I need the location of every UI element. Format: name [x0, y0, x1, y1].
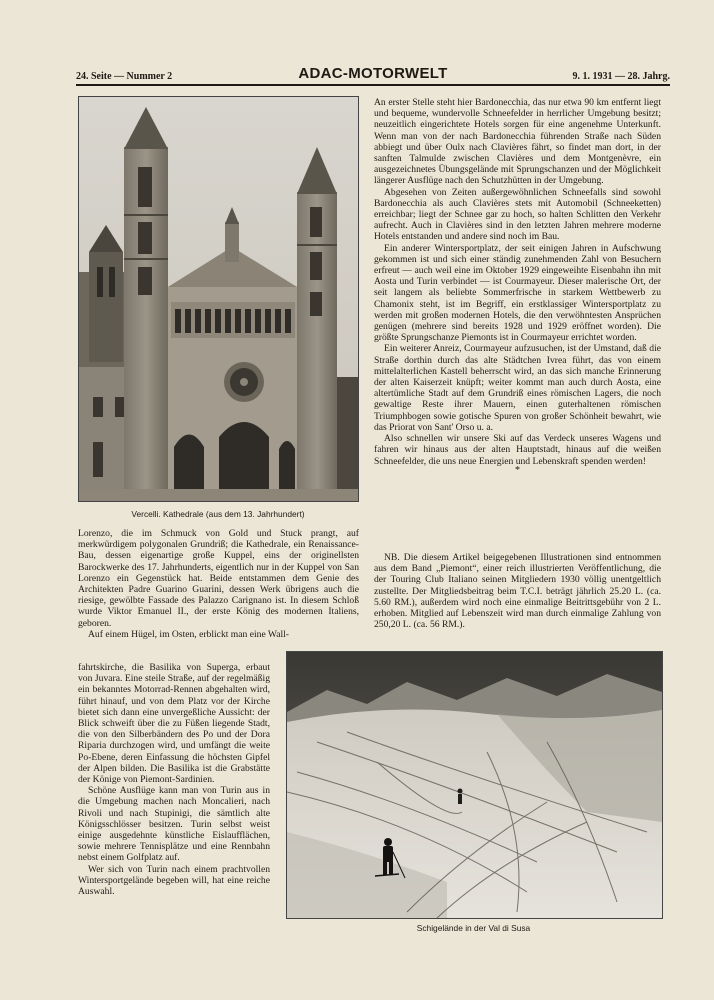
paragraph: An erster Stelle steht hier Bardonecchia, das nur etwa 90 km entfernt liegt und bequeme, wundervolle Schneefelder in herrlicher Umgebung besitzt; neuzeitlich eingerichtete Hotels sorgen für eine angenehme Unterkunft. Wenn man von der nach Bardonecchia führenden Straße nach Süden abbiegt und über Oulx nach Clavières fährt, so findet man dort, in der sanften Talmulde zwischen Clavières und dem Montgenèvre, ein ausgezeichnetes Übungsgelände mit Sprungschanzen und der Möglichkeit längerer Ausflüge nach den Schutzhütten in der Umgebung.: [374, 97, 661, 187]
issue-date: 9. 1. 1931 — 28. Jahrg.: [572, 71, 670, 82]
article-right-column: [374, 97, 661, 476]
article-left-column-low: [78, 662, 270, 897]
ski-slopes-caption: Schigelände in der Val di Susa: [416, 923, 531, 933]
masthead-title: ADAC-MOTORWELT: [298, 65, 448, 82]
ski-slopes-photo: [286, 651, 663, 919]
article-left-column-top: [78, 528, 359, 640]
paragraph: Ein anderer Wintersportplatz, der seit einigen Jahren in Aufschwung gekommen ist und sich einer ständig zunehmenden Zahl von Besuchern erfreut — auch weil eine im Oktober 1929 eingeweihte Eisenbahn ihn mit Aosta und Turin verbindet — ist Courmayeur. Dieser malerische Ort, der seit langem als beliebte Sommerfrische in starkem Wettbewerb zu Chamonix steht, ist im Begriff, ein erstklassiger Wintersportplatz zu werden mit großen modernen Hotels, die den verwöhntesten Ansprüchen genügen (mehrere sind bereits 1928 und 1929 eröffnet worden). Die größte Sprungschanze Piemonts ist in Courmayeur errichtet worden.: [374, 242, 661, 344]
footnote: NB. Die diesem Artikel beigegebenen Illustrationen sind entnommen aus dem Band „Piemont“, einer reich illustrierten Veröffentlichung, die der Touring Club Italiano seinen Mitgliedern 1930 völlig unentgeltlich zustellte. Der Mitgliedsbeitrag beim T.C.I. beträgt jährlich 25.20 L. (ca. 5.60 RM.), außerdem wird noch eine einmalige Beitrittsgebühr von 2 L. erhoben. Mitglied auf Lebenszeit wird man durch einmalige Zahlung von 250,20 L. (ca. 56 RM.).: [374, 552, 661, 631]
paragraph: Lorenzo, die im Schmuck von Gold und Stuck prangt, auf merkwürdigem polygonalen Grundriß; die Kathedrale, ein Renaissance-Bau, dessen eigenartige große Kuppel, eins der originellsten Barockwerke des 17. Jahrhunderts, eigentlich nur in der Kuppel von San Lorenzo ein Gegenstück hat. Beide entstammen dem Genie des Architekten Padre Guarino Guarini, dessen Werk übrigens auch die riesige, gewölbte Fassade des Palazzo Carignano ist. In diesem Schloß wurde Viktor Emanuel II., der erste König des modernen Italiens, geboren.: [78, 528, 359, 629]
footnote-block: [374, 552, 661, 630]
page-number: 24. Seite — Nummer 2: [76, 71, 173, 82]
page-header: [76, 64, 670, 86]
paragraph: fahrtskirche, die Basilika von Superga, erbaut von Juvara. Eine steile Straße, auf der regelmäßig ein bekanntes Motorrad-Rennen abgehalten wird, führt hinauf, und von dem Platz vor der Kirche bietet sich dann eine unvergeßliche Aussicht: der Blick schweift über die zu Füßen liegende Stadt, die von den Silberbändern des Po und der Dora Riparia durchzogen wird, und umfängt die weite Po-Ebene, deren Einfassung die höchsten Gipfel der Alpen bilden. Die Basilika ist die Grabstätte der Könige von Piemont-Sardinien.: [78, 662, 270, 786]
cathedral-photo: [78, 96, 359, 502]
paragraph: Ein weiterer Anreiz, Courmayeur aufzusuchen, ist der Umstand, daß die Straße dorthin durch das alte Städtchen Ivrea führt, das von einem mittelalterlichen Kastell beherrscht wird, an das sich manche Erinnerung der alten Kaiserzeit knüpft; weiter kommt man auch durch Aosta, eine altertümliche Stadt auf dem Grundriß eines römischen Lagers, die noch gewaltige Reste ihrer Mauern, einen guterhaltenen römischen Triumphbogen sowie gotische Spuren von großer Schönheit bewahrt, wie das Priorat von Sant' Orso u. a.: [374, 343, 661, 433]
section-asterisk: *: [515, 464, 520, 476]
paragraph: Wer sich von Turin nach einem prachtvollen Wintersportgelände begeben will, hat eine reiche Auswahl.: [78, 863, 270, 898]
paragraph: Auf einem Hügel, im Osten, erblickt man eine Wall-: [88, 628, 289, 640]
paragraph: Abgesehen von Zeiten außergewöhnlichen Schneefalls sind sowohl Bardonecchia als auch Clavières stets mit Automobil (Schneeketten) erreichbar; liegt der Schnee gar zu hoch, so halten Schlitten den Verkehr aufrecht. Auch in Clavières sind in den letzten Jahren mehrere moderne Hotels entstanden und andere sind noch im Bau.: [374, 186, 661, 243]
cathedral-caption: Vercelli. Kathedrale (aus dem 13. Jahrhundert): [131, 509, 305, 519]
paragraph: Schöne Ausflüge kann man von Turin aus in die Umgebung machen nach Moncalieri, nach Rivoli und nach Stupinigi, die sämtlich alte Königsschlösser besitzen. Turin selbst weist einige ausgedehnte künstliche Eislaufflächen, sowie mehrere Tennisplätze und eine Rennbahn nebst einem Golfplatz auf.: [78, 785, 270, 864]
paragraph: Also schnellen wir unsere Ski auf das Verdeck unseres Wagens und fahren wir hinaus aus der alten Hauptstadt, hinaus auf die weißen Schneefelder, die uns neue Energien und Lebenskraft spenden werden!: [374, 433, 661, 467]
